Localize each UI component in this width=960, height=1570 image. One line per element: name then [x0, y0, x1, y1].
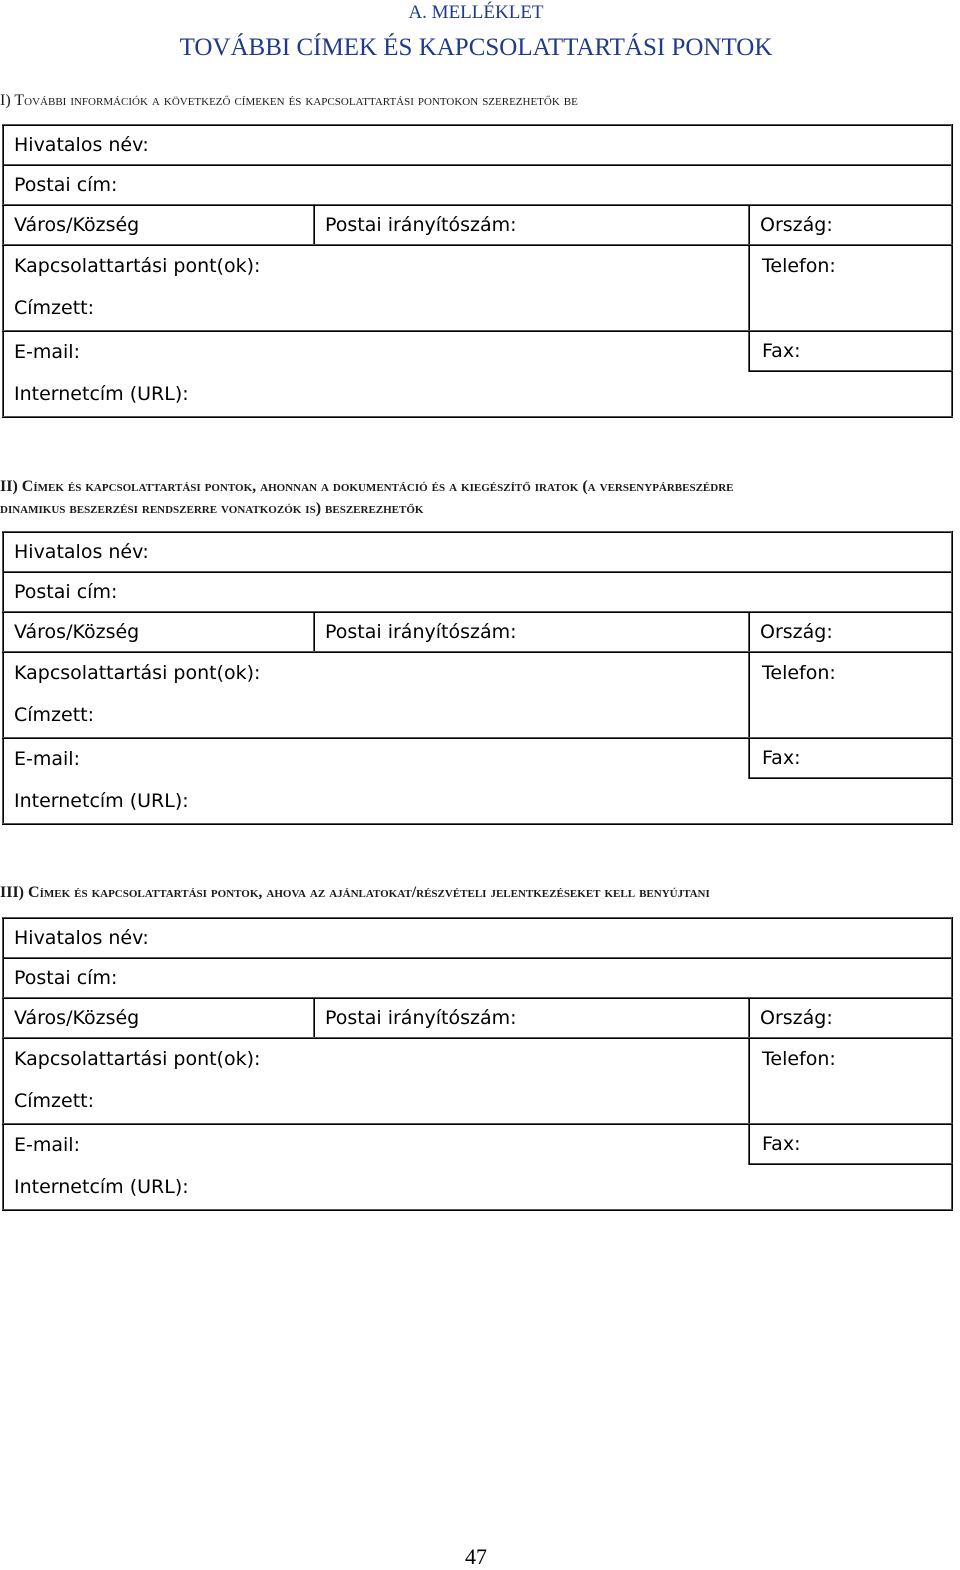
- official-name-field[interactable]: Hivatalos név:: [3, 918, 952, 958]
- url-field[interactable]: Internetcím (URL):: [3, 371, 952, 417]
- email-field[interactable]: E-mail:: [3, 738, 749, 778]
- fax-field[interactable]: Fax:: [749, 1124, 952, 1164]
- section-2-title: [0, 476, 960, 520]
- fax-field[interactable]: Fax:: [749, 331, 952, 371]
- city-field[interactable]: Város/Község: [3, 205, 314, 245]
- contact-points-field[interactable]: Kapcsolattartási pont(ok):: [3, 652, 749, 692]
- contact-points-field[interactable]: Kapcsolattartási pont(ok):: [3, 1038, 749, 1078]
- email-field[interactable]: E-mail:: [3, 1124, 749, 1164]
- url-field[interactable]: Internetcím (URL):: [3, 778, 952, 824]
- postal-address-field[interactable]: Postai cím:: [3, 165, 952, 205]
- section-1-number: I): [0, 92, 11, 109]
- annex-label: A. MELLÉKLET: [408, 2, 544, 23]
- page-title: TOVÁBBI CÍMEK ÉS KAPCSOLATTARTÁSI PONTOK: [179, 34, 773, 61]
- postal-code-field[interactable]: Postai irányítószám:: [314, 998, 749, 1038]
- country-field[interactable]: Ország:: [749, 998, 952, 1038]
- attention-field[interactable]: Címzett:: [3, 692, 749, 738]
- section-2-heading-line-1: Címek és kapcsolattartási pontok, ahonnan a dokumentáció és a kiegészítő iratok (a versenypárbeszédre: [21, 478, 734, 495]
- section-2-number: II): [0, 478, 18, 495]
- email-field[interactable]: E-mail:: [3, 331, 749, 371]
- section-1-title: [0, 90, 960, 112]
- section-2-form: [2, 531, 953, 825]
- phone-field[interactable]: Telefon:: [749, 652, 952, 692]
- url-field[interactable]: Internetcím (URL):: [3, 1164, 952, 1210]
- country-field[interactable]: Ország:: [749, 612, 952, 652]
- official-name-field[interactable]: Hivatalos név:: [3, 532, 952, 572]
- section-3-title: [0, 882, 960, 904]
- city-field[interactable]: Város/Község: [3, 998, 314, 1038]
- page-number: 47: [465, 1544, 487, 1569]
- section-3-heading: Címek és kapcsolattartási pontok, ahova az ajánlatokat/részvételi jelentkezéseket kell benyújtani: [28, 884, 710, 901]
- attention-field[interactable]: Címzett:: [3, 1078, 749, 1124]
- section-2-heading-line-2: dinamikus beszerzési rendszerre vonatkozók is) beszerezhetők: [0, 500, 424, 517]
- section-1-heading: További információk a következő címeken és kapcsolattartási pontokon szerezhetők be: [14, 92, 578, 109]
- country-field[interactable]: Ország:: [749, 205, 952, 245]
- fax-field[interactable]: Fax:: [749, 738, 952, 778]
- section-3-number: III): [0, 884, 25, 901]
- contact-points-field[interactable]: Kapcsolattartási pont(ok):: [3, 245, 749, 285]
- postal-address-field[interactable]: Postai cím:: [3, 958, 952, 998]
- phone-field-extension: [749, 692, 952, 738]
- postal-code-field[interactable]: Postai irányítószám:: [314, 612, 749, 652]
- phone-field[interactable]: Telefon:: [749, 1038, 952, 1078]
- attention-field[interactable]: Címzett:: [3, 285, 749, 331]
- postal-address-field[interactable]: Postai cím:: [3, 572, 952, 612]
- official-name-field[interactable]: Hivatalos név:: [3, 125, 952, 165]
- phone-field-extension: [749, 285, 952, 331]
- city-field[interactable]: Város/Község: [3, 612, 314, 652]
- phone-field[interactable]: Telefon:: [749, 245, 952, 285]
- section-3-form: [2, 917, 953, 1211]
- phone-field-extension: [749, 1078, 952, 1124]
- section-1-form: [2, 124, 953, 418]
- postal-code-field[interactable]: Postai irányítószám:: [314, 205, 749, 245]
